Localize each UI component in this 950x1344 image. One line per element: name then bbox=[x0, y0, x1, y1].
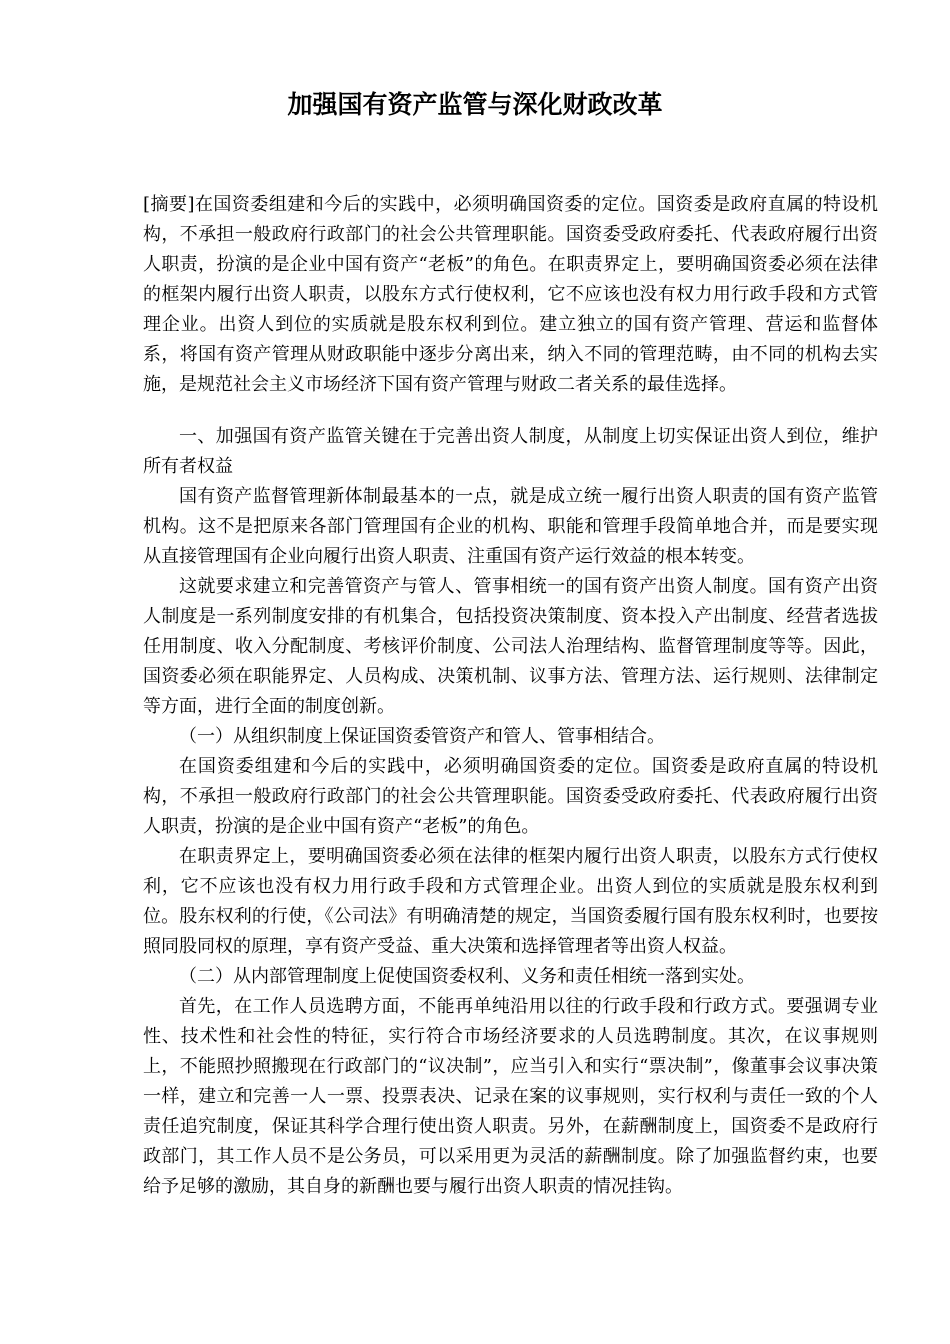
spacer bbox=[143, 400, 878, 422]
subsection-2-heading: （二）从内部管理制度上促使国资委权利、义务和责任相统一落到实处。 bbox=[179, 966, 755, 987]
body-paragraph: 国有资产监督管理新体制最基本的一点，就是成立统一履行出资人职责的国有资产监管机构。这不是把原来各部门管理国有企业的机构、职能和管理手段简单地合并，而是要实现从直接管理国有企业向履行出资人职责、注重国有资产运行效益的根本转变。 bbox=[143, 486, 878, 567]
abstract-paragraph: [摘要]在国资委组建和今后的实践中，必须明确国资委的定位。国资委是政府直属的特设机构，不承担一般政府行政部门的社会公共管理职能。国资委受政府委托、代表政府履行出资人职责，扮演的是企业中国有资产“老板”的角色。在职责界定上，要明确国资委必须在法律的框架内履行出资人职责，以股东方式行使权利，它不应该也没有权力用行政手段和方式管理企业。出资人到位的实质就是股东权利到位。建立独立的国有资产管理、营运和监督体系，将国有资产管理从财政职能中逐步分离出来，纳入不同的管理范畴，由不同的机构去实施，是规范社会主义市场经济下国有资产管理与财政二者关系的最佳选择。 bbox=[143, 194, 878, 395]
section-1-heading: 一、加强国有资产监管关键在于完善出资人制度，从制度上切实保证出资人到位，维护所有者权益 bbox=[143, 426, 878, 477]
body-paragraph: 在职责界定上，要明确国资委必须在法律的框架内履行出资人职责，以股东方式行使权利，它不应该也没有权力用行政手段和方式管理企业。出资人到位的实质就是股东权利到位。股东权利的行使，《公司法》有明确清楚的规定，当国资委履行国有股东权利时，也要按照同股同权的原理，享有资产受益、重大决策和选择管理者等出资人权益。 bbox=[143, 846, 878, 957]
subsection-1-heading: （一）从组织制度上保证国资委管资产和管人、管事相结合。 bbox=[179, 726, 665, 747]
body-paragraph: 首先，在工作人员选聘方面，不能再单纯沿用以往的行政手段和行政方式。要强调专业性、技术性和社会性的特征，实行符合市场经济要求的人员选聘制度。其次，在议事规则上，不能照抄照搬现在行政部门的“议决制”，应当引入和实行“票决制”，像董事会议事决策一样，建立和完善一人一票、投票表决、记录在案的议事规则，实行权利与责任一致的个人责任追究制度，保证其科学合理行使出资人职责。另外，在薪酬制度上，国资委不是政府行政部门，其工作人员不是公务员，可以采用更为灵活的薪酬制度。除了加强监督约束，也要给予足够的激励，其自身的新酬也要与履行出资人职责的情况挂钩。 bbox=[143, 996, 878, 1197]
document-title: 加强国有资产监管与深化财政改革 bbox=[287, 90, 663, 119]
body-paragraph: 在国资委组建和今后的实践中，必须明确国资委的定位。国资委是政府直属的特设机构，不承担一般政府行政部门的社会公共管理职能。国资委受政府委托、代表政府履行出资人职责，扮演的是企业中国有资产“老板”的角色。 bbox=[143, 756, 878, 837]
document-body bbox=[143, 190, 878, 1202]
body-paragraph: 这就要求建立和完善管资产与管人、管事相统一的国有资产出资人制度。国有资产出资人制度是一系列制度安排的有机集合，包括投资决策制度、资本投入产出制度、经营者选拔任用制度、收入分配制度、考核评价制度、公司法人治理结构、监督管理制度等等。因此，国资委必须在职能界定、人员构成、决策机制、议事方法、管理方法、运行规则、法律制定等方面，进行全面的制度创新。 bbox=[143, 576, 878, 717]
